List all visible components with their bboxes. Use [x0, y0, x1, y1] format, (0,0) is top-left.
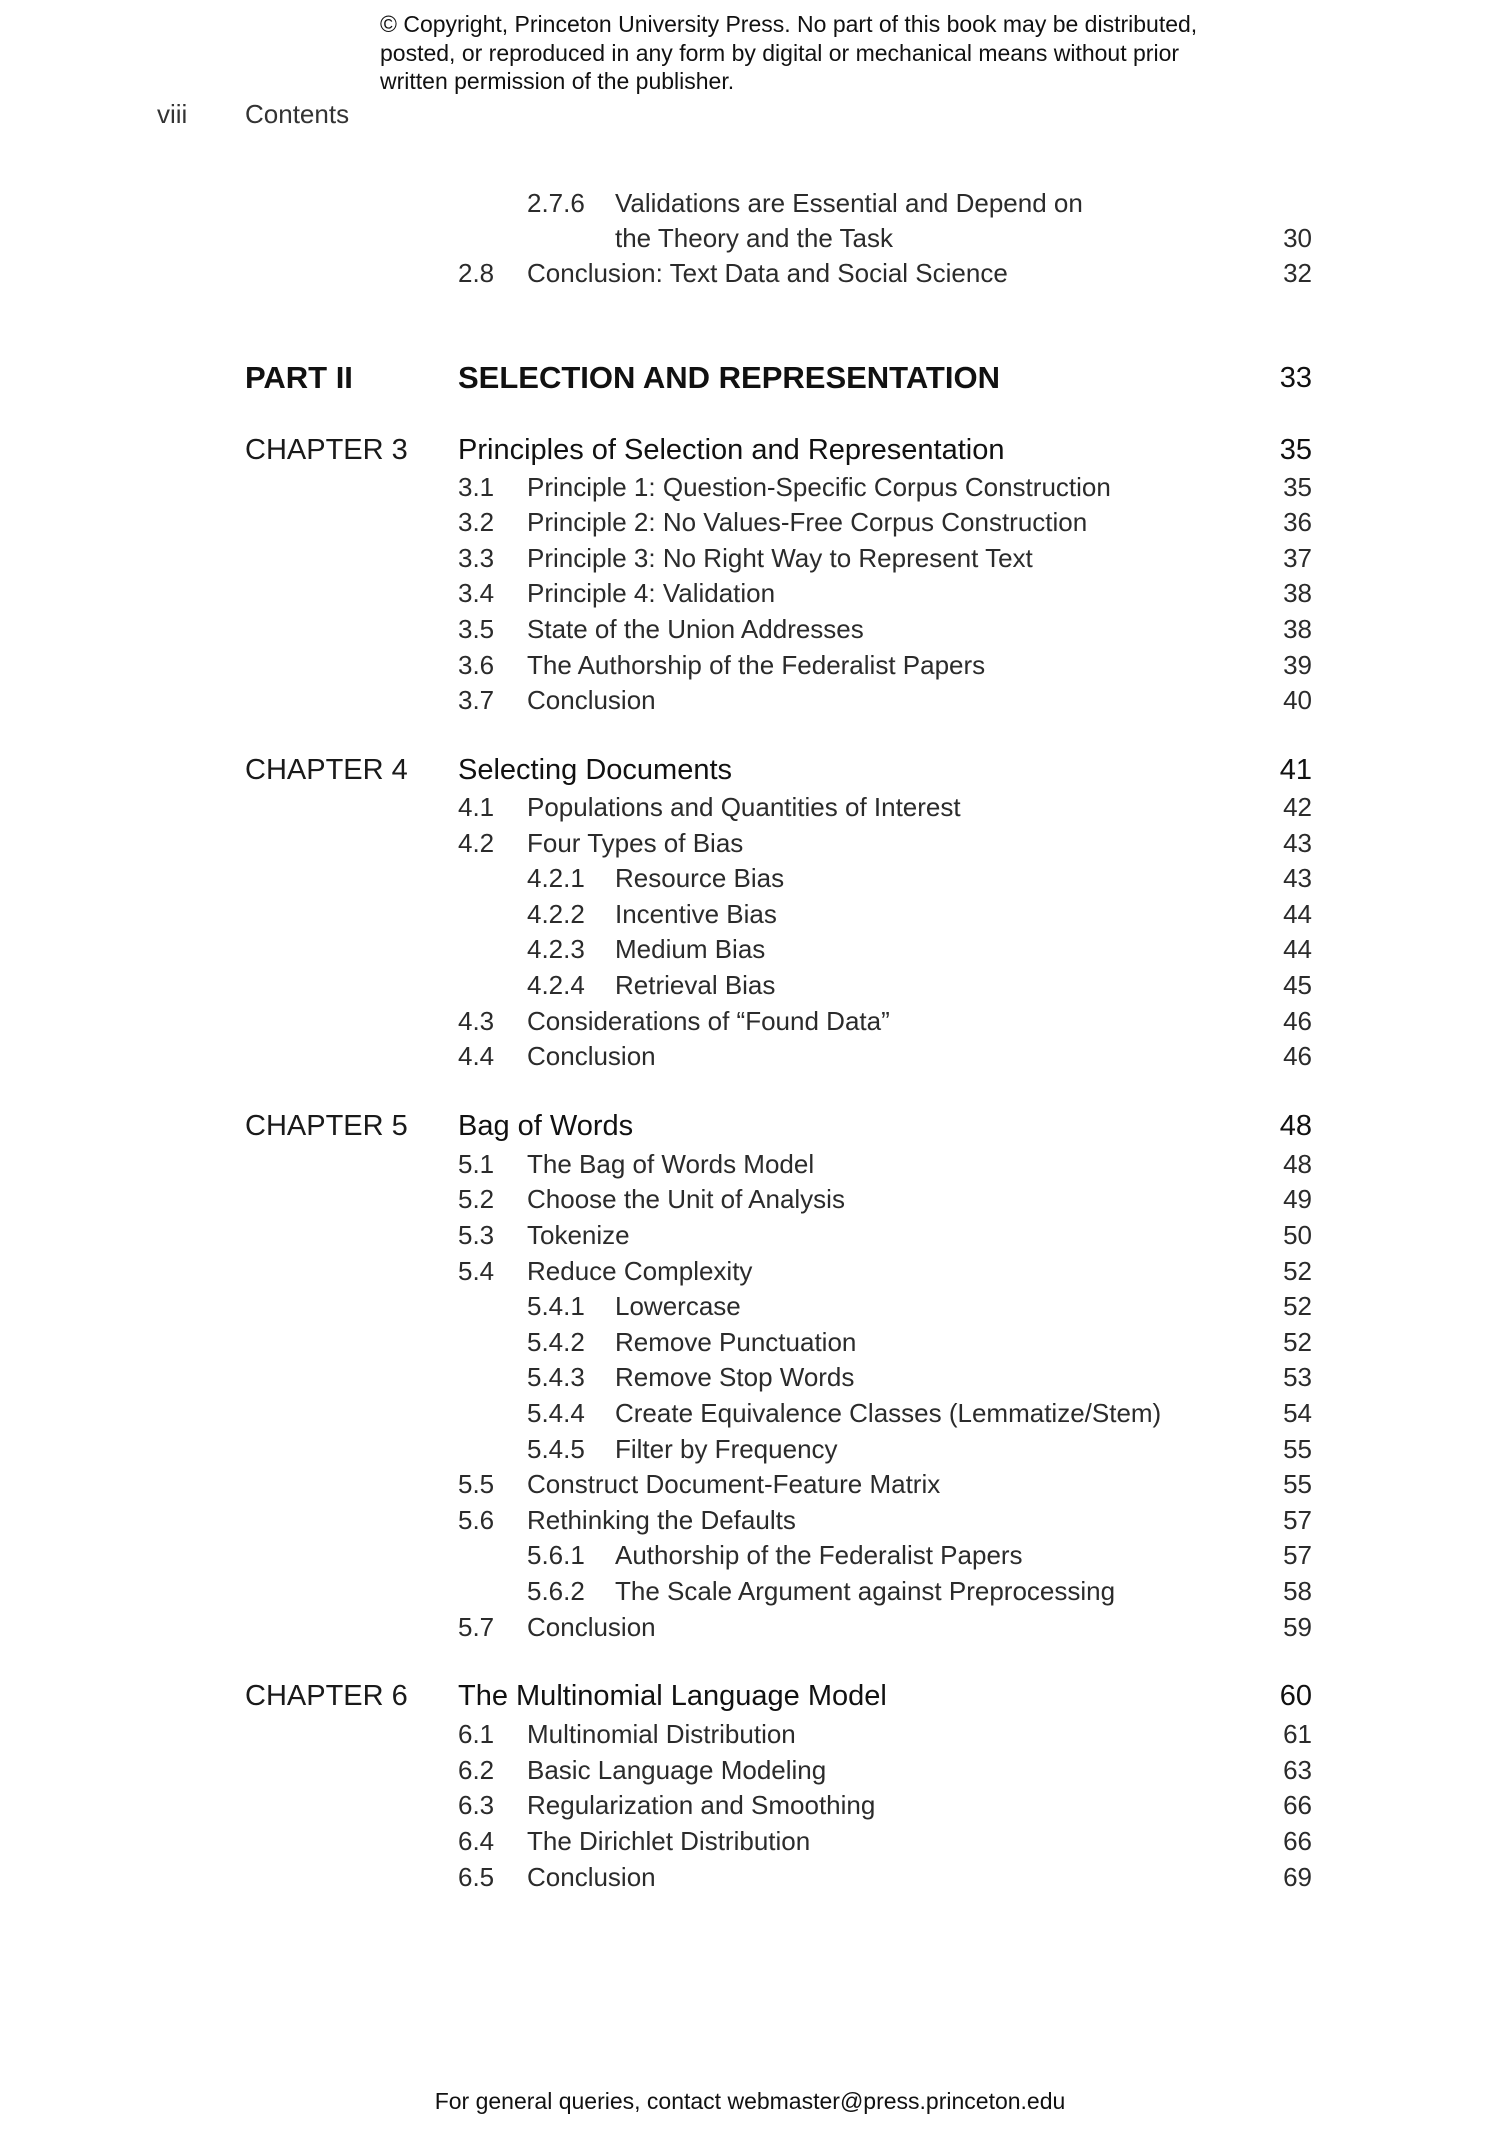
chapter-page: 48	[1279, 1110, 1312, 1142]
toc-entry	[0, 1755, 1500, 1791]
toc-entry-title: Principle 1: Question-Specific Corpus Construction	[527, 472, 1111, 502]
toc-entry-page: 52	[1283, 1291, 1312, 1321]
chapter-heading	[0, 434, 1500, 474]
toc-entry-title: Validations are Essential and Depend on	[615, 188, 1083, 218]
toc-entry	[0, 543, 1500, 579]
toc-entry-number: 3.2	[458, 507, 495, 537]
chapter-heading	[0, 1110, 1500, 1150]
toc-entry-page: 43	[1283, 828, 1312, 858]
toc-entry-number: 5.7	[458, 1612, 495, 1642]
toc-entry-page: 46	[1283, 1041, 1312, 1071]
toc-entry-page: 38	[1283, 578, 1312, 608]
toc-entry-page: 54	[1283, 1398, 1312, 1428]
toc-entry	[0, 899, 1500, 935]
toc-entry-page: 63	[1283, 1755, 1312, 1785]
toc-entry-page: 39	[1283, 650, 1312, 680]
part-page: 33	[1279, 362, 1312, 394]
toc-entry-number: 5.4.3	[527, 1362, 585, 1392]
toc-entry-page: 38	[1283, 614, 1312, 644]
toc-entry-page: 55	[1283, 1469, 1312, 1499]
toc-entry-title: Basic Language Modeling	[527, 1755, 827, 1785]
toc-entry-number: 5.2	[458, 1184, 495, 1214]
toc-entry	[0, 1612, 1500, 1648]
chapter-heading	[0, 754, 1500, 794]
toc-entry-number: 4.4	[458, 1041, 495, 1071]
toc-entry-title: Conclusion	[527, 1862, 656, 1892]
toc-entry-title: Rethinking the Defaults	[527, 1505, 796, 1535]
chapter-heading	[0, 1680, 1500, 1720]
toc-entry-title: Remove Punctuation	[615, 1327, 857, 1357]
toc-entry-title: The Dirichlet Distribution	[527, 1826, 811, 1856]
toc-entry-page: 57	[1283, 1505, 1312, 1535]
toc-entry-number: 5.6	[458, 1505, 495, 1535]
toc-entry-title: Medium Bias	[615, 934, 766, 964]
chapter-label: CHAPTER 6	[245, 1680, 408, 1712]
toc-entry-page: 58	[1283, 1576, 1312, 1606]
toc-entry-number: 6.4	[458, 1826, 495, 1856]
toc-entry-number: 4.2.2	[527, 899, 585, 929]
toc-entry	[0, 578, 1500, 614]
toc-entry-title: Populations and Quantities of Interest	[527, 792, 961, 822]
toc-entry-page: 53	[1283, 1362, 1312, 1392]
toc-entry-title: Conclusion: Text Data and Social Science	[527, 258, 1008, 288]
toc-entry	[0, 1006, 1500, 1042]
toc-entry	[0, 792, 1500, 828]
toc-entry	[0, 1826, 1500, 1862]
toc-entry-2-8	[0, 258, 1500, 294]
chapter-page: 35	[1279, 434, 1312, 466]
toc-entry-page: 40	[1283, 685, 1312, 715]
toc-entry	[0, 1719, 1500, 1755]
running-title: Contents	[245, 99, 350, 129]
chapter-title: Bag of Words	[458, 1110, 634, 1142]
copyright-notice: © Copyright, Princeton University Press. No part of this book may be distributed, posted, or reproduced in any form by digital or mechanical means without prior written permission of the publisher.	[380, 11, 1198, 94]
toc-entry-page: 55	[1283, 1434, 1312, 1464]
toc-entry-number: 5.4.4	[527, 1398, 585, 1428]
toc-entry-number: 2.7.6	[527, 188, 585, 218]
part-title: SELECTION AND REPRESENTATION	[458, 360, 1000, 395]
chapter-label: CHAPTER 3	[245, 434, 408, 466]
toc-entry-number: 6.3	[458, 1790, 495, 1820]
toc-entry-number: 3.5	[458, 614, 495, 644]
toc-entry	[0, 1327, 1500, 1363]
toc-entry-title: Principle 2: No Values-Free Corpus Construction	[527, 507, 1088, 537]
toc-entry-number: 5.1	[458, 1149, 495, 1179]
toc-entry-title: Reduce Complexity	[527, 1256, 753, 1286]
toc-entry-number: 3.4	[458, 578, 495, 608]
toc-entry-number: 4.1	[458, 792, 495, 822]
toc-entry-page: 32	[1283, 258, 1312, 288]
chapter-label: CHAPTER 4	[245, 754, 408, 786]
chapter-title: The Multinomial Language Model	[458, 1680, 887, 1712]
toc-entry-number: 6.2	[458, 1755, 495, 1785]
toc-entry	[0, 1041, 1500, 1077]
toc-entry-title: Conclusion	[527, 1041, 656, 1071]
toc-entry-title: Remove Stop Words	[615, 1362, 855, 1392]
toc-entry	[0, 1790, 1500, 1826]
toc-entry-number: 6.5	[458, 1862, 495, 1892]
toc-entry	[0, 970, 1500, 1006]
toc-entry-page: 52	[1283, 1256, 1312, 1286]
toc-entry-number: 5.4.5	[527, 1434, 585, 1464]
toc-entry-number: 4.2	[458, 828, 495, 858]
toc-entry-page: 59	[1283, 1612, 1312, 1642]
toc-entry-title: Principle 4: Validation	[527, 578, 776, 608]
toc-entry-number: 3.3	[458, 543, 495, 573]
toc-entry-page: 57	[1283, 1540, 1312, 1570]
toc-entry-title: Filter by Frequency	[615, 1434, 838, 1464]
toc-entry-number: 5.4	[458, 1256, 495, 1286]
toc-entry-number: 6.1	[458, 1719, 495, 1749]
toc-entry-title: The Scale Argument against Preprocessing	[615, 1576, 1116, 1606]
toc-entry-title: Regularization and Smoothing	[527, 1790, 876, 1820]
toc-entry	[0, 1576, 1500, 1612]
toc-entry-number: 5.4.2	[527, 1327, 585, 1357]
toc-entry	[0, 1362, 1500, 1398]
toc-entry-page: 35	[1283, 472, 1312, 502]
toc-entry	[0, 1434, 1500, 1470]
toc-entry	[0, 1149, 1500, 1185]
toc-entry-title: Incentive Bias	[615, 899, 777, 929]
toc-entry-page: 66	[1283, 1790, 1312, 1820]
toc-entry-title: The Authorship of the Federalist Papers	[527, 650, 986, 680]
toc-entry-page: 69	[1283, 1862, 1312, 1892]
toc-entry	[0, 650, 1500, 686]
toc-entry-page: 43	[1283, 863, 1312, 893]
page-number: viii	[157, 99, 188, 129]
toc-entry-2-7-6-cont	[0, 223, 1500, 259]
part-heading	[0, 360, 1500, 404]
toc-entry	[0, 1291, 1500, 1327]
toc-entry	[0, 472, 1500, 508]
toc-entry-number: 5.6.2	[527, 1576, 585, 1606]
toc-entry	[0, 507, 1500, 543]
toc-entry-page: 44	[1283, 899, 1312, 929]
toc-entry-number: 2.8	[458, 258, 495, 288]
toc-entry	[0, 614, 1500, 650]
toc-entry-page: 49	[1283, 1184, 1312, 1214]
chapter-title: Selecting Documents	[458, 754, 733, 786]
toc-entry	[0, 828, 1500, 864]
toc-entry-title: Conclusion	[527, 1612, 656, 1642]
toc-entry-number: 3.1	[458, 472, 495, 502]
toc-entry	[0, 685, 1500, 721]
toc-entry-number: 4.2.1	[527, 863, 585, 893]
chapter-label: CHAPTER 5	[245, 1110, 408, 1142]
toc-entry-2-7-6	[0, 188, 1500, 224]
toc-entry-number: 5.4.1	[527, 1291, 585, 1321]
toc-entry-title: the Theory and the Task	[615, 223, 894, 253]
toc-entry-title: The Bag of Words Model	[527, 1149, 815, 1179]
toc-entry	[0, 1862, 1500, 1898]
toc-entry-page: 30	[1283, 223, 1312, 253]
toc-entry-title: Lowercase	[615, 1291, 741, 1321]
toc-entry-page: 48	[1283, 1149, 1312, 1179]
toc-entry	[0, 1256, 1500, 1292]
toc-entry-number: 3.7	[458, 685, 495, 715]
toc-entry	[0, 934, 1500, 970]
toc-entry	[0, 1540, 1500, 1576]
toc-entry-title: Construct Document-Feature Matrix	[527, 1469, 941, 1499]
toc-entry-number: 4.2.4	[527, 970, 585, 1000]
toc-entry	[0, 1469, 1500, 1505]
toc-entry-number: 5.6.1	[527, 1540, 585, 1570]
toc-entry-title: Create Equivalence Classes (Lemmatize/Stem)	[615, 1398, 1162, 1428]
toc-entry-title: Four Types of Bias	[527, 828, 744, 858]
toc-entry-title: Choose the Unit of Analysis	[527, 1184, 845, 1214]
toc-entry-page: 42	[1283, 792, 1312, 822]
toc-entry-title: Multinomial Distribution	[527, 1719, 796, 1749]
toc-entry-page: 46	[1283, 1006, 1312, 1036]
toc-entry-page: 37	[1283, 543, 1312, 573]
toc-entry-page: 52	[1283, 1327, 1312, 1357]
chapter-title: Principles of Selection and Representation	[458, 434, 1005, 466]
footer-contact: For general queries, contact webmaster@press.princeton.edu	[434, 2088, 1066, 2114]
toc-entry	[0, 1398, 1500, 1434]
toc-entry-number: 5.5	[458, 1469, 495, 1499]
toc-entry-title: State of the Union Addresses	[527, 614, 864, 644]
toc-entry-page: 66	[1283, 1826, 1312, 1856]
toc-entry-title: Considerations of “Found Data”	[527, 1006, 890, 1036]
toc-entry-page: 50	[1283, 1220, 1312, 1250]
toc-entry-number: 3.6	[458, 650, 495, 680]
toc-entry	[0, 1505, 1500, 1541]
toc-entry-page: 45	[1283, 970, 1312, 1000]
toc-entry-page: 61	[1283, 1719, 1312, 1749]
toc-entry	[0, 1220, 1500, 1256]
toc-entry	[0, 1184, 1500, 1220]
toc-entry-title: Principle 3: No Right Way to Represent Text	[527, 543, 1033, 573]
toc-entry-title: Conclusion	[527, 685, 656, 715]
toc-entry	[0, 863, 1500, 899]
part-label: PART II	[245, 360, 353, 395]
toc-entry-page: 44	[1283, 934, 1312, 964]
toc-entry-number: 5.3	[458, 1220, 495, 1250]
toc-entry-page: 36	[1283, 507, 1312, 537]
toc-entry-number: 4.3	[458, 1006, 495, 1036]
chapter-page: 60	[1279, 1680, 1312, 1712]
toc-entry-title: Resource Bias	[615, 863, 785, 893]
toc-entry-title: Tokenize	[527, 1220, 630, 1250]
toc-entry-title: Retrieval Bias	[615, 970, 776, 1000]
chapter-page: 41	[1279, 754, 1312, 786]
toc-entry-title: Authorship of the Federalist Papers	[615, 1540, 1023, 1570]
toc-entry-number: 4.2.3	[527, 934, 585, 964]
